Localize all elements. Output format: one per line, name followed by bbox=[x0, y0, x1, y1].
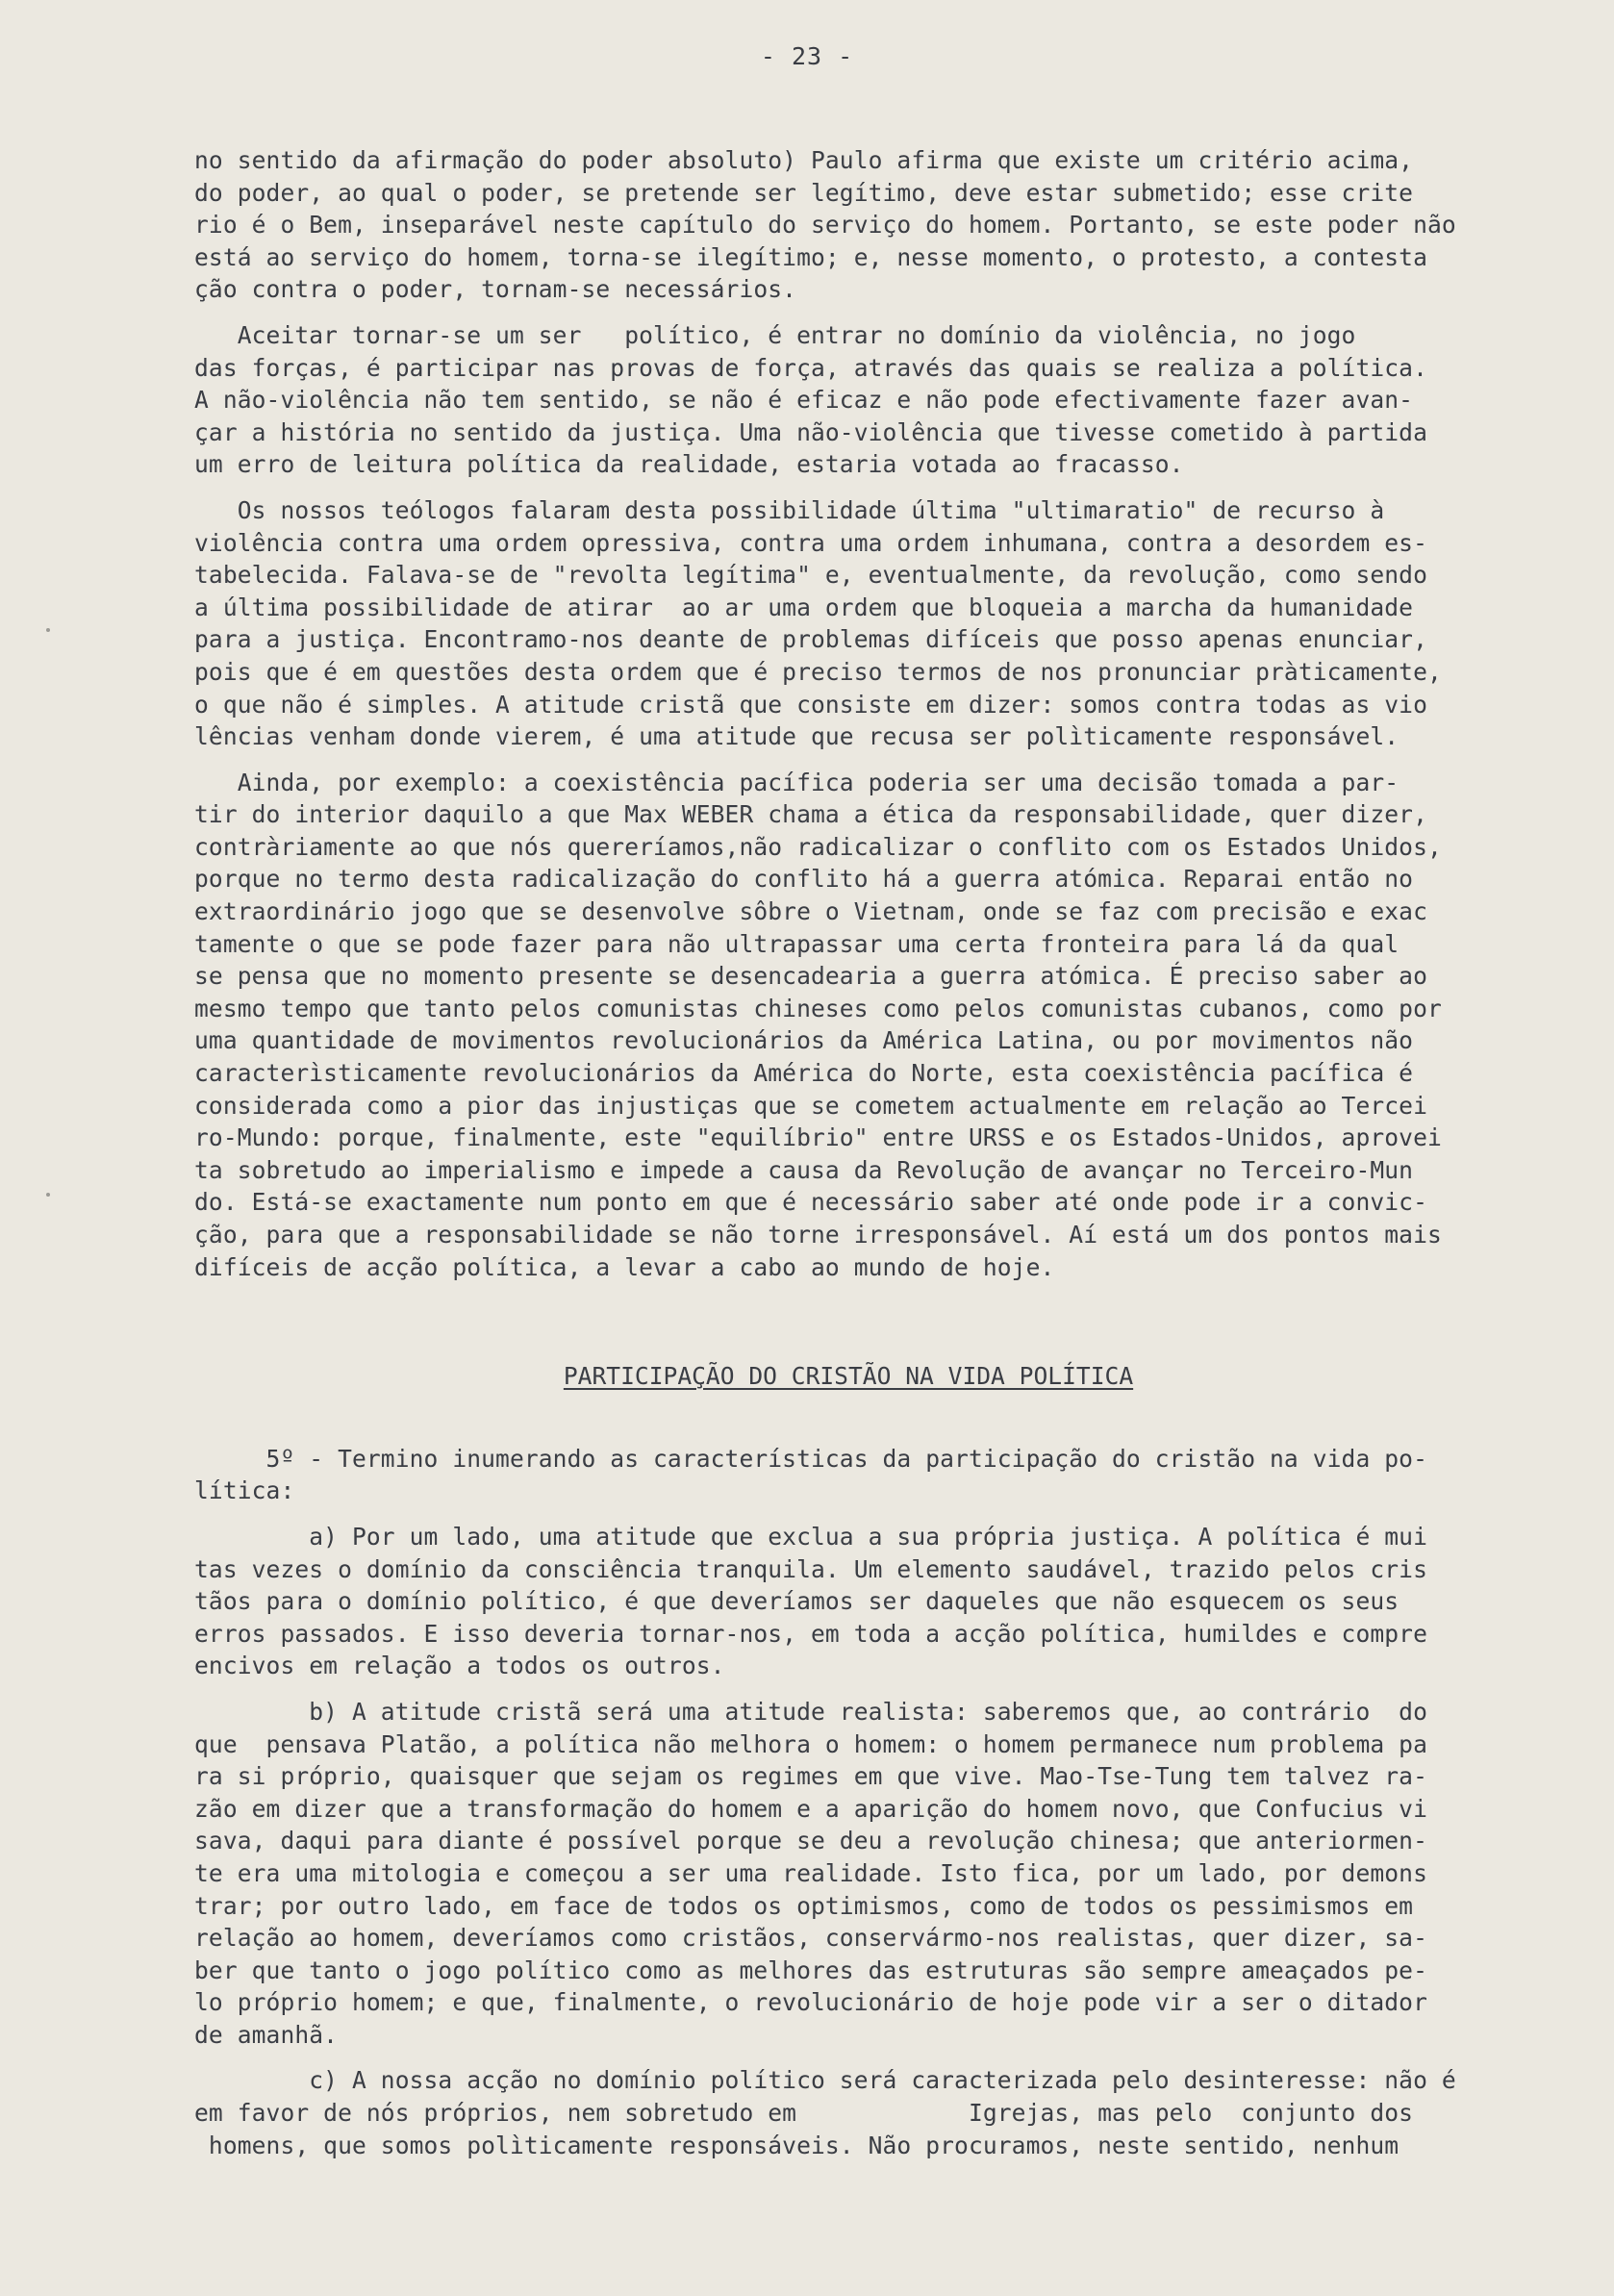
text-line: a) Por um lado, uma atitude que exclua a sua própria justiça. A política é mui bbox=[194, 1522, 1427, 1551]
text-line: lências venham donde vierem, é uma atitude que recusa ser polìticamente responsável. bbox=[194, 722, 1400, 751]
margin-mark bbox=[46, 1193, 50, 1197]
text-line: trar; por outro lado, em face de todos os optimismos, como de todos os pessimismos em bbox=[194, 1891, 1414, 1920]
text-line: ção, para que a responsabilidade se não torne irresponsável. Aí está um dos pontos mais bbox=[194, 1221, 1442, 1249]
section-participation bbox=[194, 1443, 1601, 2161]
text-line: çar a história no sentido da justiça. Uma não-violência que tivesse cometido à partida bbox=[194, 417, 1427, 446]
text-line: tas vezes o domínio da consciência tranquila. Um elemento saudável, trazido pelos cris bbox=[194, 1554, 1427, 1583]
text-line: está ao serviço do homem, torna-se ilegítimo; e, nesse momento, o protesto, a contesta bbox=[194, 242, 1427, 271]
text-line: violência contra uma ordem opressiva, contra uma ordem inhumana, contra a desordem es- bbox=[194, 528, 1427, 557]
text-line: mesmo tempo que tanto pelos comunistas chineses como pelos comunistas cubanos, como por bbox=[194, 994, 1442, 1022]
text-line: sava, daqui para diante é possível porque se deu a revolução chinesa; que anteriormen- bbox=[194, 1827, 1427, 1855]
text-line: tir do interior daquilo a que Max WEBER chama a ética da responsabilidade, quer dizer, bbox=[194, 800, 1427, 829]
page-number: - 23 - bbox=[760, 42, 854, 70]
text-line: zão em dizer que a transformação do homem e a aparição do homem novo, que Confucius vi bbox=[194, 1794, 1427, 1823]
text-line: o que não é simples. A atitude cristã que consiste em dizer: somos contra todas as vio bbox=[194, 690, 1427, 719]
text-line: relação ao homem, deveríamos como cristãos, conservármo-nos realistas, quer dizer, sa- bbox=[194, 1924, 1427, 1953]
text-line: pois que é em questões desta ordem que é preciso termos de nos pronunciar pràticamente, bbox=[194, 657, 1442, 686]
text-line: difíceis de acção política, a levar a cabo ao mundo de hoje. bbox=[194, 1252, 1055, 1281]
text-line: no sentido da afirmação do poder absoluto) Paulo afirma que existe um critério acima, bbox=[194, 146, 1414, 174]
text-line: ber que tanto o jogo político como as melhores das estruturas são sempre ameaçados pe- bbox=[194, 1955, 1427, 1984]
text-line: considerada como a pior das injustiças que se cometem actualmente em relação ao Tercei bbox=[194, 1091, 1427, 1120]
paragraph bbox=[194, 767, 1601, 1284]
text-line: erros passados. E isso deveria tornar-nos, em toda a acção política, humildes e compre bbox=[194, 1619, 1427, 1648]
text-line: homens, que somos polìticamente responsáveis. Não procuramos, neste sentido, nenhum bbox=[194, 2131, 1400, 2159]
text-line: c) A nossa acção no domínio político será caracterizada pelo desinteresse: não é bbox=[194, 2066, 1456, 2095]
text-line: Aceitar tornar-se um ser político, é entrar no domínio da violência, no jogo bbox=[194, 320, 1356, 349]
text-line: Os nossos teólogos falaram desta possibilidade última "ultimaratio" de recurso à bbox=[194, 495, 1385, 524]
paragraph bbox=[194, 1521, 1601, 1682]
text-line: um erro de leitura política da realidade, estaria votada ao fracasso. bbox=[194, 450, 1184, 479]
text-line: tãos para o domínio político, é que deveríamos ser daqueles que não esquecem os seus bbox=[194, 1587, 1400, 1616]
text-line: ra si próprio, quaisquer que sejam os regimes em que vive. Mao-Tse-Tung tem talvez ra- bbox=[194, 1762, 1427, 1791]
text-line: do. Está-se exactamente num ponto em que é necessário saber até onde pode ir a convic- bbox=[194, 1188, 1427, 1217]
margin-mark bbox=[46, 628, 50, 632]
text-line: de amanhã. bbox=[194, 2020, 339, 2049]
text-line: caracterìsticamente revolucionários da América do Norte, esta coexistência pacífica é bbox=[194, 1059, 1414, 1088]
text-line: contràriamente ao que nós quereríamos,não radicalizar o conflito com os Estados Unidos, bbox=[194, 832, 1442, 861]
text-line: rio é o Bem, inseparável neste capítulo do serviço do homem. Portanto, se este poder não bbox=[194, 211, 1456, 240]
text-line: tabelecida. Falava-se de "revolta legítima" e, eventualmente, da revolução, como sendo bbox=[194, 561, 1427, 590]
text-line: do poder, ao qual o poder, se pretende ser legítimo, deve estar submetido; esse crite bbox=[194, 178, 1414, 207]
text-line: que pensava Platão, a política não melhora o homem: o homem permanece num problema pa bbox=[194, 1729, 1427, 1758]
text-line: em favor de nós próprios, nem sobretudo em Igrejas, mas pelo conjunto dos bbox=[194, 2099, 1414, 2128]
text-line: encivos em relação a todos os outros. bbox=[194, 1652, 725, 1680]
paragraph bbox=[194, 144, 1601, 306]
text-line: extraordinário jogo que se desenvolve sôbre o Vietnam, onde se faz com precisão e exac bbox=[194, 897, 1427, 926]
paragraph bbox=[194, 1696, 1601, 2052]
paragraph bbox=[194, 319, 1601, 481]
text-line: Ainda, por exemplo: a coexistência pacífica poderia ser uma decisão tomada a par- bbox=[194, 768, 1400, 796]
text-line: para a justiça. Encontramo-nos deante de problemas difíceis que posso apenas enunciar, bbox=[194, 625, 1427, 654]
text-line: porque no termo desta radicalização do conflito há a guerra atómica. Reparai então no bbox=[194, 865, 1414, 894]
text-line: ro-Mundo: porque, finalmente, este "equilíbrio" entre URSS e os Estados-Unidos, aprovei bbox=[194, 1123, 1442, 1152]
text-line: se pensa que no momento presente se desencadearia a guerra atómica. É preciso saber ao bbox=[194, 962, 1427, 991]
text-line: ção contra o poder, tornam-se necessários. bbox=[194, 275, 797, 304]
text-line: b) A atitude cristã será uma atitude realista: saberemos que, ao contrário do bbox=[194, 1697, 1427, 1726]
paragraph bbox=[194, 494, 1601, 753]
text-line: lo próprio homem; e que, finalmente, o revolucionário de hoje pode vir a ser o ditador bbox=[194, 1988, 1427, 2017]
text-line: tamente o que se pode fazer para não ultrapassar uma certa fronteira para lá da qual bbox=[194, 929, 1400, 958]
document-body bbox=[194, 144, 1601, 2161]
text-line: lítica: bbox=[194, 1476, 295, 1505]
text-line: 5º - Termino inumerando as características da participação do cristão na vida po- bbox=[194, 1444, 1427, 1473]
section-heading: PARTICIPAÇÃO DO CRISTÃO NA VIDA POLÍTICA bbox=[563, 1362, 1134, 1391]
text-line: te era uma mitologia e começou a ser uma realidade. Isto fica, por um lado, por demons bbox=[194, 1858, 1427, 1887]
text-line: ta sobretudo ao imperialismo e impede a causa da Revolução de avançar no Terceiro-Mun bbox=[194, 1155, 1414, 1184]
text-line: uma quantidade de movimentos revolucionários da América Latina, ou por movimentos não bbox=[194, 1026, 1414, 1055]
section-main bbox=[194, 144, 1601, 1283]
text-line: a última possibilidade de atirar ao ar uma ordem que bloqueia a marcha da humanidade bbox=[194, 593, 1414, 621]
text-line: das forças, é participar nas provas de força, através das quais se realiza a política. bbox=[194, 353, 1427, 382]
text-line: A não-violência não tem sentido, se não é eficaz e não pode efectivamente fazer avan- bbox=[194, 386, 1414, 415]
paragraph bbox=[194, 1443, 1601, 1507]
paragraph bbox=[194, 2064, 1601, 2161]
